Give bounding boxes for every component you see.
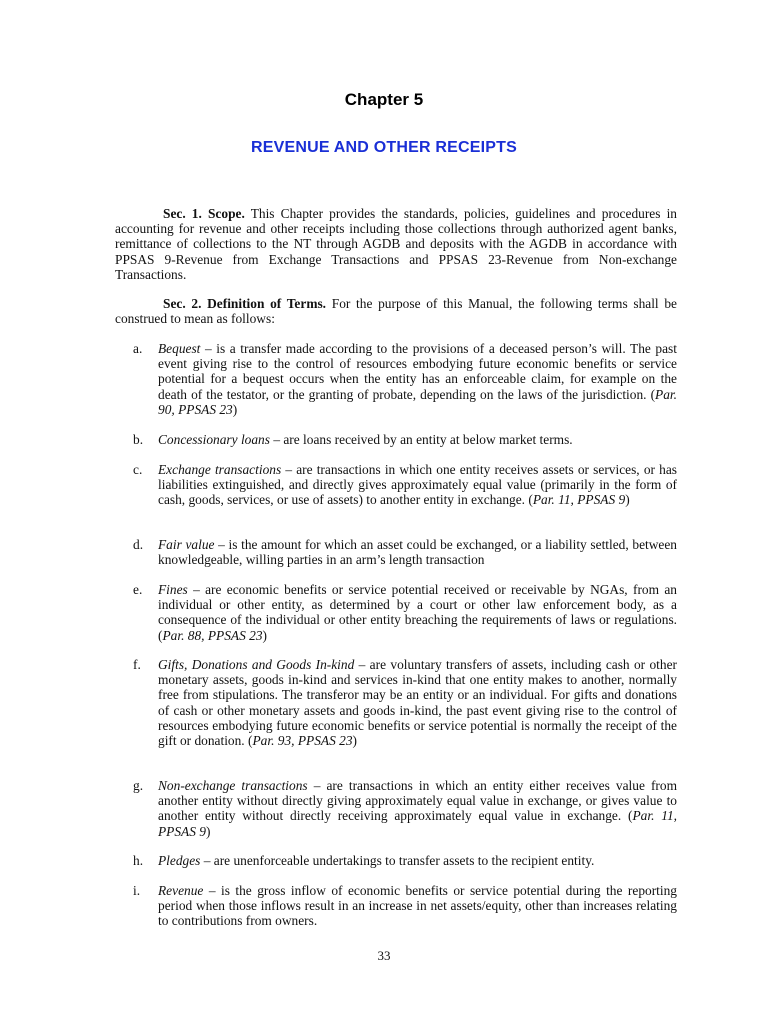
section-1-label: Sec. 1. Scope.: [163, 206, 245, 221]
chapter-title: REVENUE AND OTHER RECEIPTS: [251, 139, 517, 156]
item-term: Pledges: [158, 853, 201, 868]
section-2-text: For the purpose of this Manual, the following terms shall be construed to mean as follows:: [115, 296, 677, 327]
item-end: ): [352, 733, 357, 749]
definition-item-pledges: [133, 853, 677, 868]
item-text: – are loans received by an entity at below market terms.: [269, 432, 573, 447]
item-term: Exchange transactions: [158, 462, 282, 477]
item-end: ): [262, 627, 267, 643]
definition-item-revenue: [133, 883, 677, 929]
item-letter: h.: [133, 853, 144, 868]
item-citation: Par. 90, PPSAS 23: [158, 386, 677, 417]
definition-item-bequest: [133, 341, 677, 417]
item-term: Concessionary loans: [158, 432, 270, 447]
section-2-label: Sec. 2. Definition of Terms.: [163, 296, 327, 311]
item-letter: d.: [133, 537, 144, 552]
item-text: – is a transfer made according to the provisions of a deceased person’s will. The past event giving rise to the control of resources embodying future economic benefits or service potential for a bequest occurs when the entity has an enforceable claim, for example on the death of the testator, or the granting of probate, depending on the laws of the jurisdiction. (: [158, 341, 677, 402]
item-end: ): [232, 401, 238, 417]
item-text: – are unenforceable undertakings to transfer assets to the recipient entity.: [200, 853, 595, 868]
section-1-text: This Chapter provides the standards, policies, guidelines and procedures in accounting for revenue and other receipts including those collections through authorized agent banks, remittance of collections to the NT through AGDB and deposits with the AGDB in accordance with PPSAS 9-Revenue from Exchange Transactions and PPSAS 23-Revenue from Non-exchange Transactions.: [115, 206, 677, 282]
item-citation: Par. 11, PPSAS 9: [532, 492, 626, 508]
item-end: ): [205, 823, 211, 839]
item-term: Gifts, Donations and Goods In-kind: [158, 657, 355, 672]
item-letter: a.: [133, 341, 143, 356]
item-term: Fair value: [158, 537, 215, 552]
definition-item-fines: [133, 582, 677, 643]
definition-item-non-exchange-transactions: [133, 778, 678, 839]
item-letter: c.: [133, 462, 143, 477]
item-citation: Par. 88, PPSAS 23: [162, 627, 263, 643]
item-citation: Par. 93, PPSAS 23: [252, 733, 353, 749]
definition-item-exchange-transactions: [133, 462, 677, 508]
page-number: 33: [377, 948, 391, 963]
item-term: Bequest: [158, 341, 201, 356]
item-letter: b.: [133, 432, 144, 447]
item-text: – are economic benefits or service potential received or receivable by NGAs, from an individual or other entity, as determined by a court or other law enforcement body, as a consequence of the individual or other entity breaching the requirements of laws or regulations. (: [158, 582, 677, 643]
item-text: – is the gross inflow of economic benefits or service potential during the reporting period when those inflows result in an increase in net assets/equity, other than increases relating to contributions from owners.: [158, 883, 677, 929]
item-letter: f.: [133, 657, 141, 672]
item-end: ): [625, 492, 630, 508]
section-2-definitions: [115, 296, 677, 326]
chapter-heading: Chapter 5: [344, 90, 424, 109]
definition-item-concessionary-loans: [133, 432, 677, 447]
definition-item-fair-value: [133, 537, 678, 568]
item-letter: e.: [133, 582, 143, 597]
item-letter: i.: [133, 883, 141, 898]
section-1-scope: [115, 206, 677, 282]
item-text: – are voluntary transfers of assets, including cash or other monetary assets, goods in-kind and services in-kind that one entity makes to another, normally free from stipulations. The transferor may be an entity or an individual. For gifts and donations of cash or other monetary assets and goods in-kind, the past event giving rise to the control of resources embodying future economic benefits or service potential is normally the receipt of the gift or donation. (: [158, 657, 677, 749]
item-term: Non-exchange transactions: [158, 778, 308, 793]
item-term: Fines: [158, 582, 188, 597]
item-text: – are transactions in which one entity receives assets or services, or has liabilities extinguished, and directly gives approximately equal value (primarily in the form of cash, goods, services, or use of assets) to another entity in exchange. (: [158, 462, 677, 508]
item-citation: Par. 11, PPSAS 9: [158, 808, 678, 839]
item-term: Revenue: [158, 883, 204, 898]
item-text: – are transactions in which an entity either receives value from another entity without directly giving approximately equal value in exchange, or gives value to another entity without directly receiving approximately equal value in exchange. (: [158, 778, 677, 824]
definition-item-gifts-donations: [133, 657, 677, 749]
item-text: – is the amount for which an asset could be exchanged, or a liability settled, between knowledgeable, willing parties in an arm’s length transaction: [158, 537, 678, 568]
item-letter: g.: [133, 778, 144, 793]
